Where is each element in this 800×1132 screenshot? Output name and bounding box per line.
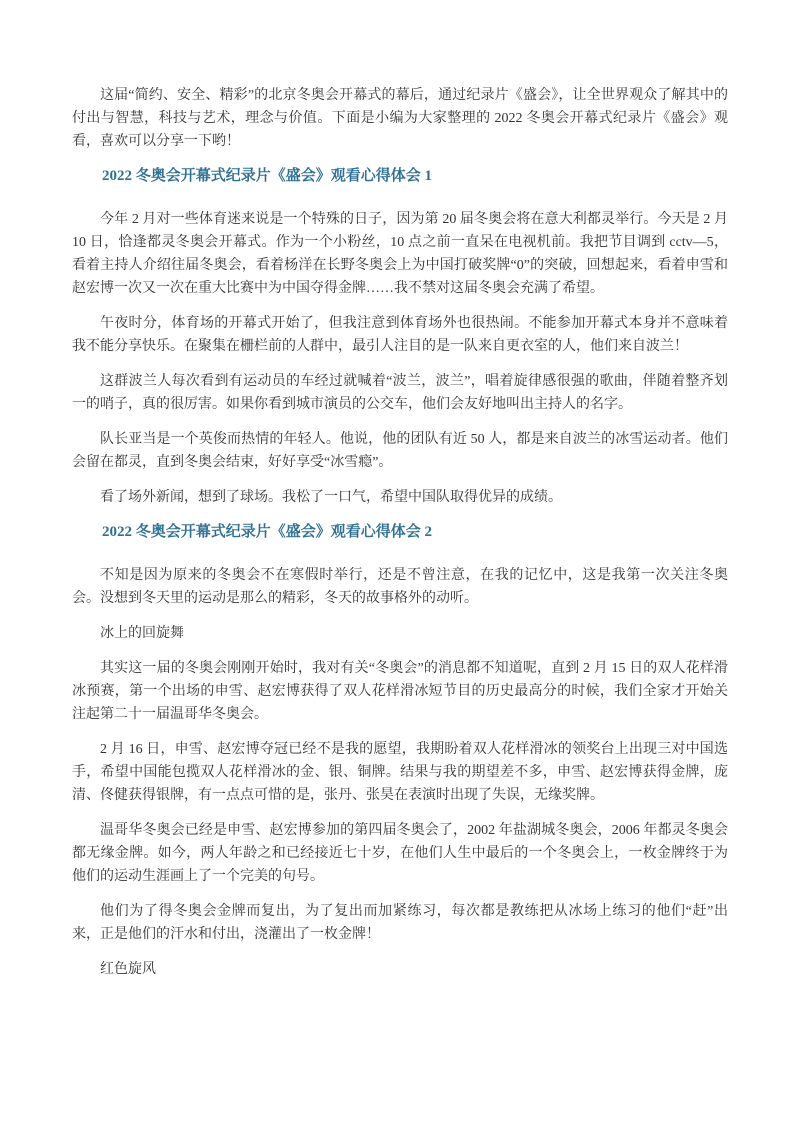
doc-paragraph: 今年 2 月对一些体育迷来说是一个特殊的日子，因为第 20 届冬奥会将在意大利都灵举行。今天是 2 月 10 日，恰逢都灵冬奥会开幕式。作为一个小粉丝，10 点之前一直呆在电视机前。我把节目调到 cctv—5，看着主持人介绍往届冬奥会，看着杨洋在长野冬奥会上为中国打破奖牌“0”的突破，回想起来，看着申雪和赵宏博一次又一次在重大比赛中为中国夺得金牌……我不禁对这届冬奥会充满了希望。 (72, 212, 728, 296)
doc-subtitle-ice-dance: 冰上的回旋舞 (100, 626, 184, 641)
doc-paragraph: 这群波兰人每次看到有运动员的车经过就喊着“波兰，波兰”，唱着旋律感很强的歌曲，伴随着整齐划一的哨子，真的很厉害。如果你看到城市演员的公交车，他们会友好地叫出主持人的名字。 (72, 374, 728, 412)
section-heading-1: 2022 冬奥会开幕式纪录片《盛会》观看心得体会 1 (102, 168, 433, 184)
doc-paragraph: 2 月 16 日，申雪、赵宏博夺冠已经不是我的愿望，我期盼着双人花样滑冰的领奖台上出现三对中国选手，希望中国能包揽双人花样滑冰的金、银、铜牌。结果与我的期望差不多，申雪、赵宏博获得金牌，庞清、佟健获得银牌，有一点点可惜的是，张丹、张昊在表演时出现了失误，无缘奖牌。 (72, 742, 728, 803)
intro-paragraph: 这届“简约、安全、精彩”的北京冬奥会开幕式的幕后，通过纪录片《盛会》，让全世界观众了解其中的付出与智慧，科技与艺术，理念与价值。下面是小编为大家整理的 2022 冬奥会开幕式纪录片《盛会》观看，喜欢可以分享一下哟！ (72, 88, 728, 149)
section-heading-2: 2022 冬奥会开幕式纪录片《盛会》观看心得体会 2 (102, 524, 433, 540)
doc-subtitle-red-whirlwind: 红色旋风 (100, 962, 156, 977)
doc-paragraph: 他们为了得冬奥会金牌而复出，为了复出而加紧练习，每次都是教练把从冰场上练习的他们“赶”出来，正是他们的汗水和付出，浇灌出了一枚金牌！ (72, 904, 728, 942)
doc-paragraph: 其实这一届的冬奥会刚刚开始时，我对有关“冬奥会”的消息都不知道呢，直到 2 月 15 日的双人花样滑冰预赛，第一个出场的申雪、赵宏博获得了双人花样滑冰短节目的历史最高分的时候，我们全家才开始关注起第二十一届温哥华冬奥会。 (72, 661, 728, 722)
doc-paragraph: 温哥华冬奥会已经是申雪、赵宏博参加的第四届冬奥会了，2002 年盐湖城冬奥会，2006 年都灵冬奥会都无缘金牌。如今，两人年龄之和已经接近七十岁，在他们人生中最后的一个冬奥会上，一枚金牌终于为他们的运动生涯画上了一个完美的句号。 (72, 823, 728, 884)
doc-paragraph: 队长亚当是一个英俊而热情的年轻人。他说，他的团队有近 50 人，都是来自波兰的冰雪运动者。他们会留在都灵，直到冬奥会结束，好好享受“冰雪瘾”。 (72, 432, 728, 470)
doc-paragraph: 午夜时分，体育场的开幕式开始了，但我注意到体育场外也很热闹。不能参加开幕式本身并不意味着我不能分享快乐。在聚集在栅栏前的人群中，最引人注目的是一队来自更衣室的人，他们来自波兰！ (72, 316, 728, 354)
doc-paragraph: 看了场外新闻，想到了球场。我松了一口气，希望中国队取得优异的成绩。 (100, 490, 562, 505)
doc-paragraph: 不知是因为原来的冬奥会不在寒假时举行，还是不曾注意，在我的记忆中，这是我第一次关注冬奥会。没想到冬天里的运动是那么的精彩，冬天的故事格外的动听。 (72, 568, 728, 606)
